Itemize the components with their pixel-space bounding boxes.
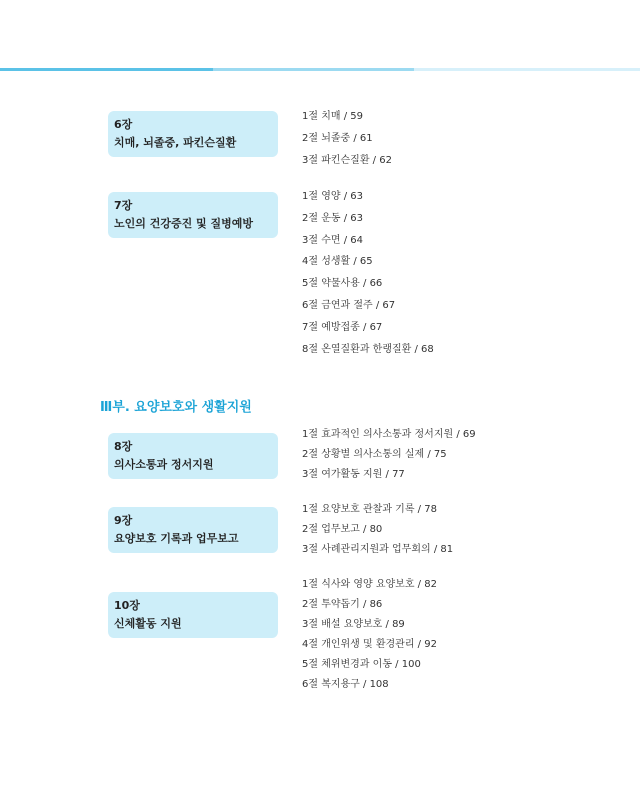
section-item: 2절 뇌졸중 / 61 [302,132,373,144]
section-item: 2절 상황별 의사소통의 실제 / 75 [302,449,447,460]
divider-segment-1 [0,68,213,71]
chapter-10-sections [302,578,437,698]
chapter-number: 9장 [114,514,133,527]
section-item: 3절 수면 / 64 [302,234,363,246]
section-item: 1절 식사와 영양 요양보호 / 82 [302,579,437,590]
chapter-7-box [108,192,278,238]
chapter-title: 신체활동 지원 [114,617,182,630]
section-item: 4절 개인위생 및 환경관리 / 92 [302,639,437,650]
section-item: 1절 치매 / 59 [302,111,363,122]
chapter-title: 의사소통과 정서지원 [114,458,214,471]
chapter-10-box [108,592,278,638]
section-item: 2절 운동 / 63 [302,212,363,224]
chapter-number: 6장 [114,118,133,131]
section-item: 2절 투약돕기 / 86 [302,599,383,610]
chapter-title: 요양보호 기록과 업무보고 [114,532,239,545]
section-item: 3절 사례관리지원과 업무회의 / 81 [302,544,454,555]
section-item: 4절 성생활 / 65 [302,256,373,268]
section-item: 3절 여가활동 지원 / 77 [302,469,405,480]
chapter-6-box [108,111,278,157]
chapter-9-box [108,507,278,553]
section-item: 3절 파킨슨질환 / 62 [302,154,392,166]
section-item: 3절 배설 요양보호 / 89 [302,619,405,630]
section-item: 1절 영양 / 63 [302,191,363,202]
divider-segment-2 [213,68,414,71]
chapter-number: 10장 [114,599,140,612]
part-title: Ⅲ부. 요양보호와 생활지원 [100,400,252,415]
divider-segment-3 [414,68,640,71]
section-item: 6절 복지용구 / 108 [302,679,389,690]
section-item: 1절 효과적인 의사소통과 정서지원 / 69 [302,429,476,440]
section-item: 6절 금연과 절주 / 67 [302,299,396,311]
section-item: 8절 온열질환과 한랭질환 / 68 [302,343,434,355]
chapter-8-sections [302,428,476,488]
chapter-number: 8장 [114,440,133,453]
section-item: 2절 업무보고 / 80 [302,524,383,535]
chapter-title: 치매, 뇌졸중, 파킨슨질환 [114,136,237,149]
chapter-9-sections [302,503,453,563]
section-item: 7절 예방접종 / 67 [302,321,383,333]
section-item: 5절 약물사용 / 66 [302,278,383,290]
section-item: 1절 요양보호 관찰과 기록 / 78 [302,504,437,515]
chapter-7-sections [302,190,434,364]
chapter-8-box [108,433,278,479]
chapter-title: 노인의 건강증진 및 질병예방 [114,217,253,230]
chapter-6-sections [302,110,392,175]
header-divider-bar [0,68,640,71]
chapter-number: 7장 [114,199,133,212]
section-item: 5절 체위변경과 이동 / 100 [302,659,421,670]
